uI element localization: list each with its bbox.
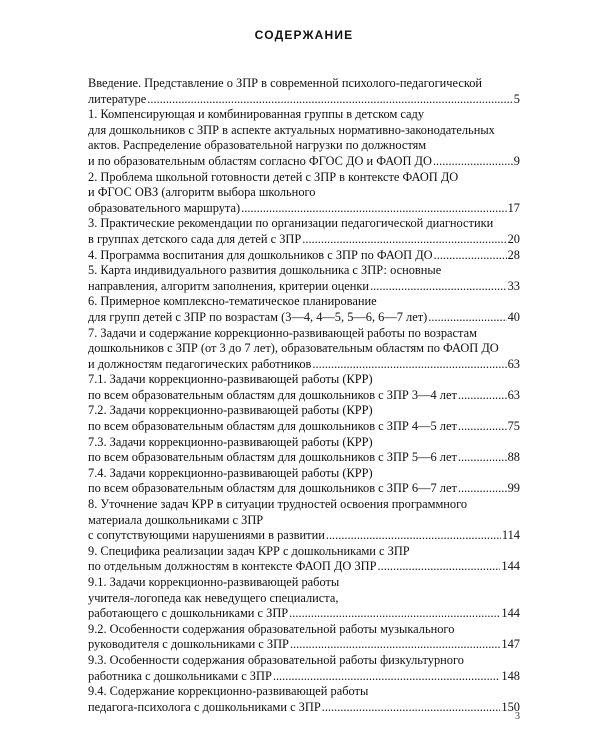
toc-entry-last-line xyxy=(88,388,520,404)
toc-entry-text: материала дошкольниками с ЗПР xyxy=(88,512,264,527)
toc-page-number: 144 xyxy=(501,606,520,621)
toc-entry-line xyxy=(88,263,520,279)
toc-page-number: 9 xyxy=(513,153,520,168)
toc-entry-last-line xyxy=(88,92,520,108)
toc-entry-text: 7.2. Задачи коррекционно-развивающей работы (КРР) xyxy=(88,403,373,418)
toc-entry-text: по всем образовательным областям для дошкольников с ЗПР 6—7 лет xyxy=(88,481,457,496)
toc-page-number: 33 xyxy=(507,278,520,293)
toc-entry xyxy=(88,435,520,466)
toc-entry-text: педагога-психолога с дошкольниками с ЗПР xyxy=(88,699,321,714)
toc-entry-text: учителя-логопеда как неведущего специалиста, xyxy=(88,590,339,605)
toc-entry-line xyxy=(88,185,520,201)
toc-entry-text: по отдельным должностям в контексте ФАОП ДО ЗПР xyxy=(88,559,377,574)
toc-entry-line xyxy=(88,622,520,638)
toc-entry-last-line xyxy=(88,232,520,248)
toc-page-number: 40 xyxy=(507,309,520,324)
toc-entry-last-line xyxy=(88,481,520,497)
toc-entry xyxy=(88,466,520,497)
toc-page-number: 147 xyxy=(501,637,520,652)
toc-dot-leader xyxy=(322,700,501,716)
toc-entry-line xyxy=(88,326,520,342)
toc-entry-line xyxy=(88,138,520,154)
toc-dot-leader xyxy=(378,559,501,575)
toc-entry-text: 7.4. Задачи коррекционно-развивающей работы (КРР) xyxy=(88,465,373,480)
table-of-contents xyxy=(88,76,520,715)
toc-entry-line xyxy=(88,575,520,591)
toc-entry-text: Введение. Представление о ЗПР в современной психолого-педагогической xyxy=(88,76,483,90)
toc-entry-line xyxy=(88,591,520,607)
toc-entry xyxy=(88,263,520,294)
toc-entry xyxy=(88,403,520,434)
toc-entry-line xyxy=(88,107,520,123)
toc-entry-text: по всем образовательным областям для дошкольников с ЗПР 4—5 лет xyxy=(88,419,457,434)
toc-page-number: 28 xyxy=(507,247,520,262)
toc-entry-line xyxy=(88,341,520,357)
toc-entry-text: и по образовательным областям согласно ФГОС ДО и ФАОП ДО xyxy=(88,153,432,168)
toc-entry-text: руководителя с дошкольниками с ЗПР xyxy=(88,637,289,652)
page-title: СОДЕРЖАНИЕ xyxy=(254,28,354,42)
toc-entry-text: 1. Компенсирующая и комбинированная группы в детском саду xyxy=(88,107,425,122)
toc-entry-text: для дошкольников с ЗПР в аспекте актуальных нормативно-законодательных xyxy=(88,122,495,137)
page-number: 3 xyxy=(515,711,520,722)
toc-page-number: 88 xyxy=(507,450,520,465)
toc-entry xyxy=(88,684,520,715)
toc-entry-last-line xyxy=(88,419,520,435)
toc-entry-text: работника с дошкольниками с ЗПР xyxy=(88,668,272,683)
toc-entry-last-line xyxy=(88,310,520,326)
toc-entry-text: 9.2. Особенности содержания образовательной работы музыкального xyxy=(88,621,455,636)
toc-entry-text: 7.3. Задачи коррекционно-развивающей работы (КРР) xyxy=(88,434,373,449)
toc-entry-text: и должностям педагогических работников xyxy=(88,356,312,371)
toc-page-number: 114 xyxy=(501,528,520,543)
toc-page-number: 144 xyxy=(501,559,520,574)
toc-entry-text: 5. Карта индивидуального развития дошкольника с ЗПР: основные xyxy=(88,263,442,278)
toc-page-number: 63 xyxy=(507,387,520,402)
toc-page-number: 20 xyxy=(507,231,520,246)
toc-entry-last-line xyxy=(88,559,520,575)
toc-entry-line xyxy=(88,170,520,186)
toc-dot-leader xyxy=(312,357,506,373)
toc-entry-last-line xyxy=(88,279,520,295)
toc-entry-text: 9. Специфика реализации задач КРР с дошкольниками с ЗПР xyxy=(88,543,410,558)
toc-entry-text: 2. Проблема школьной готовности детей с ЗПР в контексте ФАОП ДО xyxy=(88,169,459,184)
toc-dot-leader xyxy=(147,92,513,108)
toc-dot-leader xyxy=(458,388,507,404)
toc-entry-last-line xyxy=(88,450,520,466)
toc-dot-leader xyxy=(428,310,506,326)
toc-entry xyxy=(88,497,520,544)
toc-entry-last-line xyxy=(88,669,520,685)
toc-entry-text: 7. Задачи и содержание коррекционно-развивающей работы по возрастам xyxy=(88,325,477,340)
toc-dot-leader xyxy=(370,279,507,295)
toc-entry-text: дошкольников с ЗПР (от 3 до 7 лет), образовательным областям по ФАОП ДО xyxy=(88,341,499,356)
toc-entry xyxy=(88,326,520,373)
toc-entry-text: по всем образовательным областям для дошкольников с ЗПР 3—4 лет xyxy=(88,387,457,402)
toc-entry-line xyxy=(88,372,520,388)
toc-page-number: 150 xyxy=(501,699,520,714)
toc-dot-leader xyxy=(290,637,500,653)
toc-page-number: 63 xyxy=(507,356,520,371)
toc-dot-leader xyxy=(458,419,507,435)
toc-entry-text: литературе xyxy=(88,91,147,106)
toc-entry-line xyxy=(88,544,520,560)
toc-entry xyxy=(88,653,520,684)
toc-entry-line xyxy=(88,76,520,92)
toc-entry xyxy=(88,294,520,325)
toc-entry-line xyxy=(88,684,520,700)
toc-entry-text: для групп детей с ЗПР по возрастам (3—4, 4—5, 5—6, 6—7 лет) xyxy=(88,309,428,324)
toc-entry-text: и ФГОС ОВЗ (алгоритм выбора школьного xyxy=(88,185,316,200)
toc-entry xyxy=(88,248,520,264)
toc-entry-last-line xyxy=(88,528,520,544)
toc-entry-text: образовательного маршрута) xyxy=(88,200,241,215)
toc-dot-leader xyxy=(458,450,507,466)
toc-dot-leader xyxy=(433,154,513,170)
toc-page-number: 75 xyxy=(507,419,520,434)
toc-dot-leader xyxy=(273,669,501,685)
toc-entry-text: направления, алгоритм заполнения, критерии оценки xyxy=(88,278,370,293)
toc-entry-text: 8. Уточнение задач КРР в ситуации трудностей освоения программного xyxy=(88,497,468,512)
toc-entry-text: 9.1. Задачи коррекционно-развивающей работы xyxy=(88,575,340,589)
toc-dot-leader xyxy=(302,232,506,248)
toc-entry-text: по всем образовательным областям для дошкольников с ЗПР 5—6 лет xyxy=(88,450,457,465)
toc-entry xyxy=(88,622,520,653)
toc-entry-last-line xyxy=(88,637,520,653)
toc-entry xyxy=(88,107,520,169)
toc-dot-leader xyxy=(241,201,506,217)
toc-entry-text: в группах детского сада для детей с ЗПР xyxy=(88,231,302,246)
toc-page-number: 5 xyxy=(513,91,520,106)
toc-entry-last-line xyxy=(88,357,520,373)
toc-entry-line xyxy=(88,466,520,482)
toc-entry-text: 9.3. Особенности содержания образовательной работы физкультурного xyxy=(88,652,464,667)
toc-entry-text: 3. Практические рекомендации по организации педагогической диагностики xyxy=(88,216,494,231)
toc-page-number: 17 xyxy=(507,200,520,215)
toc-entry-last-line xyxy=(88,700,520,716)
toc-entry-text: актов. Распределение образовательной нагрузки по должностям xyxy=(88,138,427,153)
toc-entry-text: 7.1. Задачи коррекционно-развивающей работы (КРР) xyxy=(88,372,373,387)
toc-entry-last-line xyxy=(88,606,520,622)
toc-dot-leader xyxy=(434,248,507,264)
toc-entry-line xyxy=(88,653,520,669)
toc-entry-line xyxy=(88,403,520,419)
toc-entry-text: 9.4. Содержание коррекционно-развивающей работы xyxy=(88,684,369,699)
toc-page-number: 99 xyxy=(507,481,520,496)
toc-entry-line xyxy=(88,294,520,310)
toc-dot-leader xyxy=(326,528,501,544)
toc-entry-line xyxy=(88,435,520,451)
toc-dot-leader xyxy=(289,606,500,622)
toc-entry-text: с сопутствующими нарушениями в развитии xyxy=(88,528,325,543)
toc-entry-last-line xyxy=(88,154,520,170)
toc-entry-text: 6. Примерное комплексно-тематическое планирование xyxy=(88,294,377,309)
toc-entry xyxy=(88,76,520,107)
toc-entry xyxy=(88,216,520,247)
toc-entry xyxy=(88,372,520,403)
toc-entry-text: работающего с дошкольниками с ЗПР xyxy=(88,606,289,621)
toc-dot-leader xyxy=(458,481,507,497)
toc-entry xyxy=(88,575,520,622)
toc-entry-line xyxy=(88,497,520,513)
toc-page-number: 148 xyxy=(501,668,520,683)
toc-entry-line xyxy=(88,123,520,139)
toc-entry xyxy=(88,544,520,575)
toc-entry-last-line xyxy=(88,248,520,264)
toc-entry-line xyxy=(88,513,520,529)
toc-entry-line xyxy=(88,216,520,232)
toc-entry xyxy=(88,170,520,217)
toc-entry-last-line xyxy=(88,201,520,217)
toc-entry-text: 4. Программа воспитания для дошкольников с ЗПР по ФАОП ДО xyxy=(88,247,433,262)
